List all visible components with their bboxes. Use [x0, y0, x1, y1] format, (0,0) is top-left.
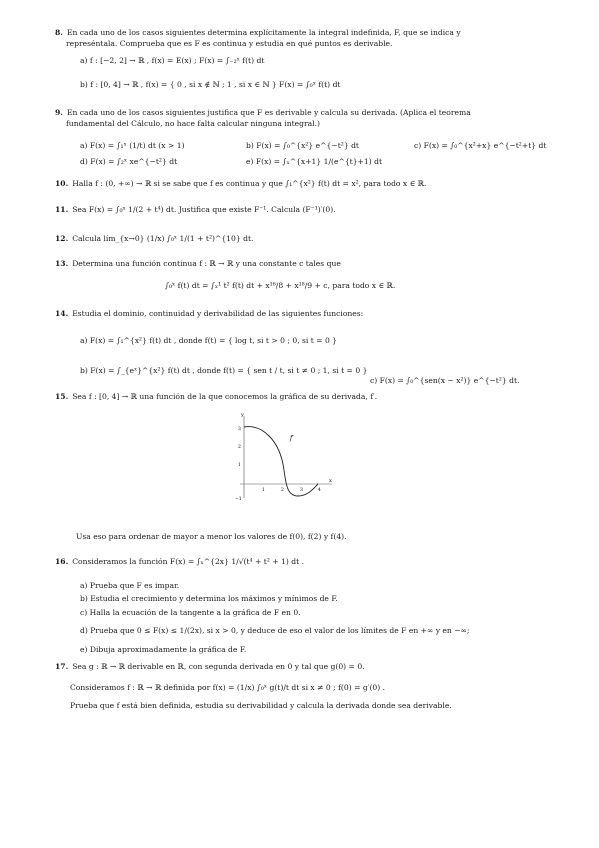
x-tick-1: 1 [262, 488, 265, 493]
x-tick-2: 2 [281, 488, 284, 493]
problem-8-item-b: b) f : [0, 4] → ℝ , f(x) = { 0 , si x ∉ ℕ ; 1 , si x ∈ ℕ } F(x) = ∫₀ˣ f(t) dt [80, 80, 341, 89]
problem-14-item-b: b) F(x) = ∫_{eˣ}^{x²} f(t) dt , donde f(t) = { sen t / t, si t ≠ 0 ; 1, si t = 0 } [80, 366, 368, 375]
problem-8-text [55, 28, 461, 38]
problem-14-text: Estudia el dominio, continuidad y derivabilidad de las siguientes funciones: [72, 309, 364, 318]
problem-9-item-c: c) F(x) = ∫₀^{x²+x} e^{−t²+t} dt [414, 141, 547, 150]
derivative-curve-label: f′ [290, 435, 294, 442]
problem-9-item-d: d) F(x) = ∫₂ˣ xe^{−t²} dt [80, 157, 178, 166]
problem-16-item-c: c) Halla la ecuación de la tangente a la gráfica de F en 0. [80, 608, 301, 617]
derivative-graph [232, 410, 336, 502]
problem-17-line-2: Consideramos f : ℝ → ℝ definida por f(x) = (1/x) ∫₀ˣ g(t)/t dt si x ≠ 0 ; f(0) = g′(0) . [70, 683, 386, 692]
problem-11-number: 11. [55, 205, 69, 214]
problem-12-number: 12. [55, 234, 69, 243]
problem-9-number: 9. [55, 108, 63, 117]
y-tick-3: 3 [238, 427, 241, 432]
y-tick-minus-1: −1 [235, 497, 242, 502]
problem-15-number: 15. [55, 392, 69, 401]
problem-10-number: 10. [55, 179, 69, 188]
problem-14 [55, 309, 363, 319]
problem-15 [55, 392, 377, 402]
problem-17-line-3: Prueba que f está bien definida, estudia su derivabilidad y calcula la derivada donde sea derivable. [70, 701, 452, 710]
problem-12 [55, 234, 253, 244]
problem-9-text [55, 108, 471, 118]
problem-9-item-e: e) F(x) = ∫ₓ^{x+1} 1/(e^{t}+1) dt [246, 157, 383, 166]
problem-13-equation: ∫₀ˣ f(t) dt = ∫ₓ¹ t² f(t) dt + x¹⁶/8 + x¹⁸/9 + c, para todo x ∈ ℝ. [165, 281, 396, 290]
problem-12-text: Calcula lím_{x→0} (1/x) ∫₀ˣ 1/(1 + t²)^{10} dt. [72, 234, 254, 243]
problem-9-line-2: fundamental del Cálculo, no hace falta calcular ninguna integral.) [66, 119, 320, 128]
problem-16-item-d: d) Prueba que 0 ≤ F(x) ≤ 1/(2x), si x > 0, y deduce de eso el valor de los límites de F en +∞ y en −∞; [80, 626, 470, 635]
problem-17-text: Sea g : ℝ → ℝ derivable en ℝ, con segunda derivada en 0 y tal que g(0) = 0. [72, 662, 365, 671]
x-tick-3: 3 [300, 488, 303, 493]
problem-16-item-e: e) Dibuja aproximadamente la gráfica de F. [80, 645, 247, 654]
problem-10-text: Halla f : (0, +∞) → ℝ si se sabe que f es continua y que ∫₁^{x²} f(t) dt = x², para todo x ∈ ℝ. [72, 179, 427, 188]
problem-16 [55, 557, 304, 567]
problem-14-item-a: a) F(x) = ∫₁^{x²} f(t) dt , donde f(t) = { log t, si t > 0 ; 0, si t = 0 } [80, 336, 338, 345]
problem-8-item-a: a) f : [−2, 2] → ℝ , f(x) = E(x) ; F(x) = ∫₋₂ˣ f(t) dt [80, 56, 265, 65]
problem-13-text: Determina una función continua f : ℝ → ℝ y una constante c tales que [72, 259, 341, 268]
problem-13-number: 13. [55, 259, 69, 268]
problem-8-number: 8. [55, 28, 63, 37]
y-axis-label: y [241, 412, 244, 418]
problem-16-item-a: a) Prueba que F es impar. [80, 581, 180, 590]
problem-15-after: Usa eso para ordenar de mayor a menor los valores de f(0), f(2) y f(4). [76, 532, 347, 541]
problem-9-line-1: En cada uno de los casos siguientes justifica que F es derivable y calcula su derivada. (Aplica el teorema [66, 108, 471, 117]
problem-16-text: Consideramos la función F(x) = ∫ₓ^{2x} 1/√(t⁴ + t² + 1) dt . [72, 557, 305, 566]
x-tick-4: 4 [318, 488, 321, 493]
problem-14-item-c: c) F(x) = ∫₀^{sen(x − x²)} e^{−t²} dt. [370, 376, 520, 385]
y-tick-2: 2 [238, 445, 241, 450]
x-axis-label: x [329, 478, 332, 484]
problem-8-line-2: represéntala. Comprueba que es F es continua y estudia en qué puntos es derivable. [66, 39, 393, 48]
problem-16-item-b: b) Estudia el crecimiento y determina los máximos y mínimos de F. [80, 594, 338, 603]
problem-17 [55, 662, 365, 672]
y-tick-1: 1 [238, 463, 241, 468]
problem-10 [55, 179, 426, 189]
problem-9-item-b: b) F(x) = ∫₀^{x²} e^{−t²} dt [246, 141, 359, 150]
problem-16-number: 16. [55, 557, 69, 566]
problem-15-text: Sea f : [0, 4] → ℝ una función de la que conocemos la gráfica de su derivada, f′. [72, 392, 378, 401]
problem-9-item-a: a) F(x) = ∫₁ˣ (1/t) dt (x > 1) [80, 141, 185, 150]
problem-13 [55, 259, 341, 269]
problem-17-number: 17. [55, 662, 69, 671]
problem-8-line-1: En cada uno de los casos siguientes determina explícitamente la integral indefinida, F, que se indica y [66, 28, 461, 37]
problem-11-text: Sea F(x) = ∫₀ˣ 1/(2 + t⁴) dt. Justifica que existe F⁻¹. Calcula (F⁻¹)′(0). [72, 205, 336, 214]
derivative-curve [244, 427, 318, 496]
problem-14-number: 14. [55, 309, 69, 318]
problem-11 [55, 205, 336, 215]
